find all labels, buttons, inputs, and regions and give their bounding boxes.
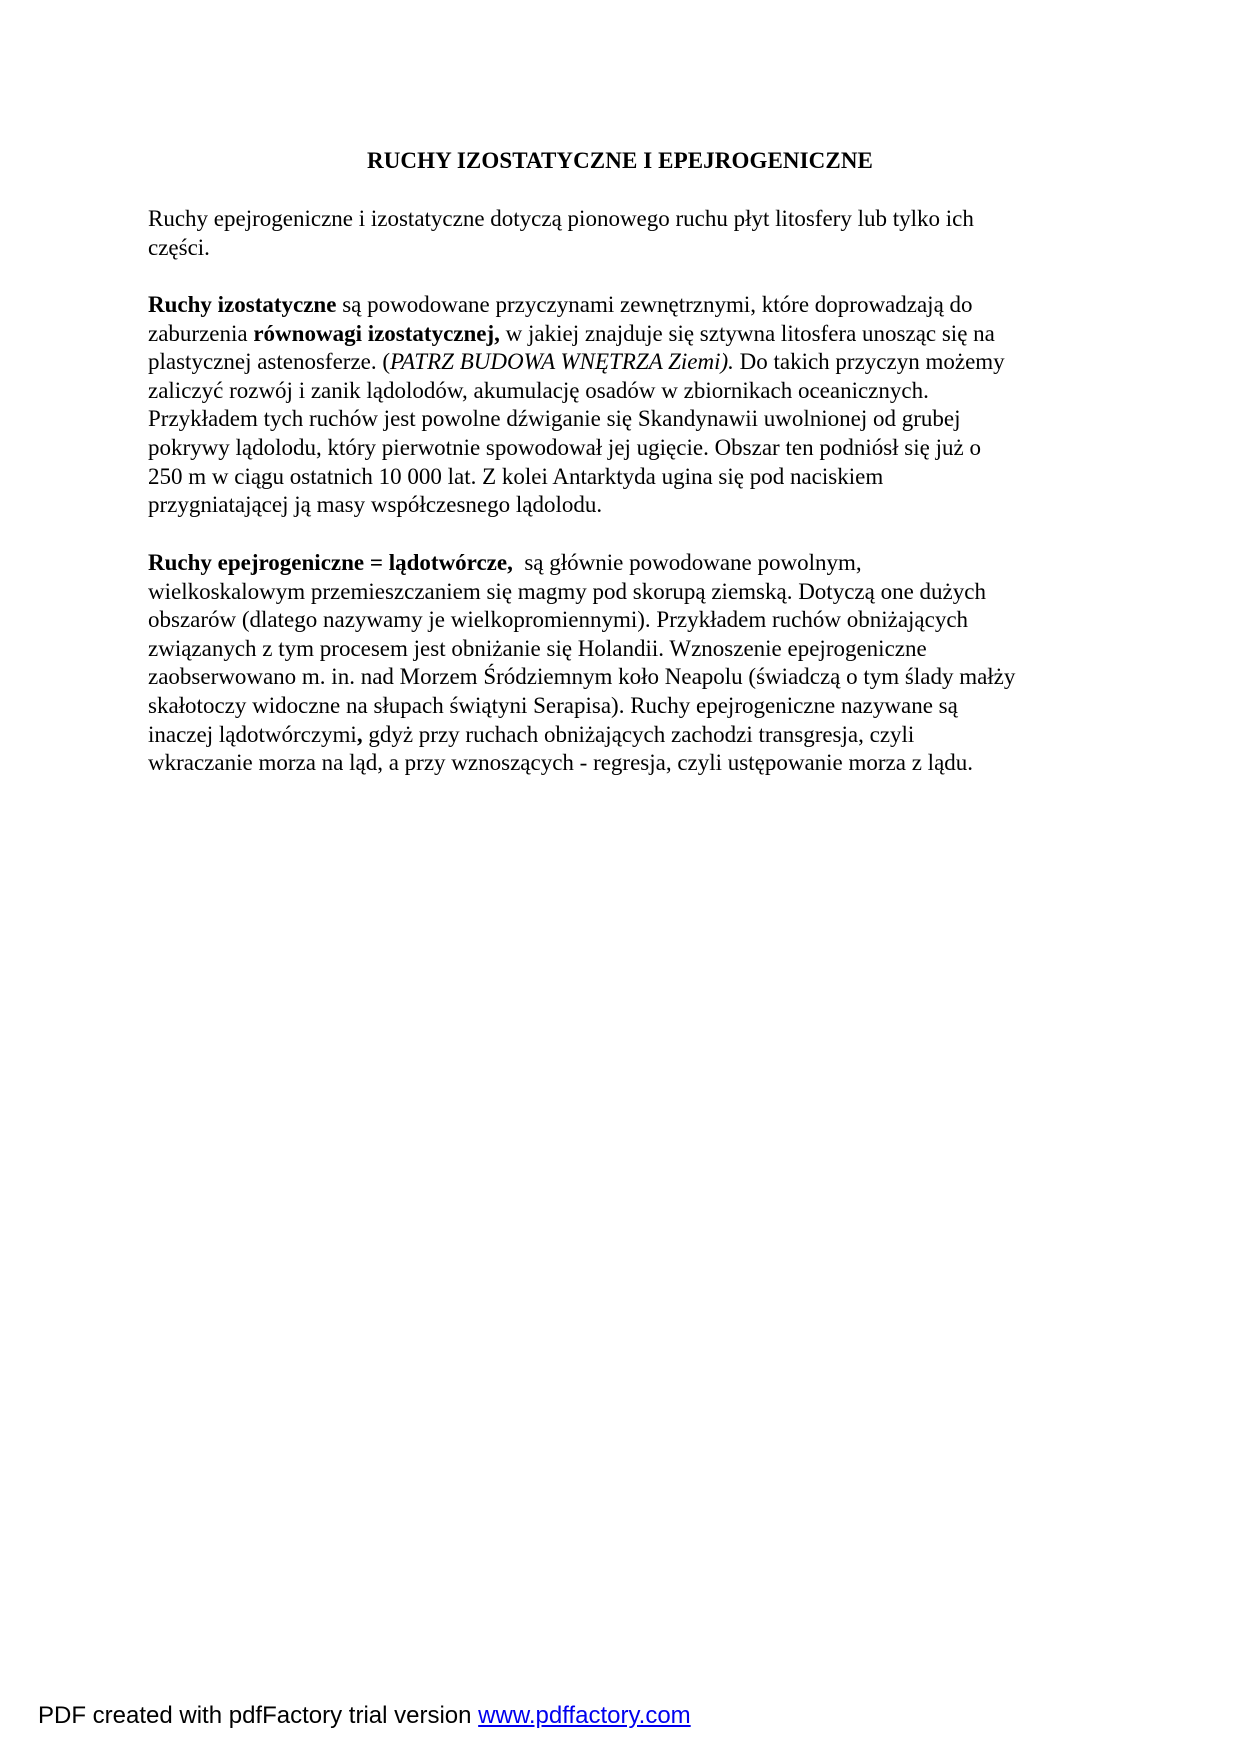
paragraph-line: skałotoczy widoczne na słupach świątyni Serapisa). Ruchy epejrogeniczne nazywane są bbox=[148, 692, 958, 718]
intro-paragraph bbox=[148, 205, 1092, 262]
pdf-watermark-footer bbox=[38, 1702, 691, 1730]
paragraph-line: inaczej lądotwórczymi, gdyż przy ruchach obniżających zachodzi transgresja, czyli bbox=[148, 721, 915, 747]
paragraph-line: pokrywy lądolodu, który pierwotnie spowodował jej ugięcie. Obszar ten podniósł się już o bbox=[148, 434, 981, 460]
paragraph-line: Przykładem tych ruchów jest powolne dźwiganie się Skandynawii uwolnionej od grubej bbox=[148, 406, 961, 432]
paragraph-line: zaobserwowano m. in. nad Morzem Śródziemnym koło Neapolu (świadczą o tym ślady małży bbox=[148, 664, 1016, 690]
cross-reference: PATRZ BUDOWA WNĘTRZA Ziemi). bbox=[390, 349, 734, 375]
term-isostatic: Ruchy izostatyczne bbox=[148, 292, 337, 317]
pdffactory-link[interactable]: www.pdffactory.com bbox=[478, 1702, 691, 1729]
intro-line: części. bbox=[148, 234, 210, 260]
term-epeirogenic: Ruchy epejrogeniczne = lądotwórcze, bbox=[148, 550, 513, 575]
isostatic-paragraph bbox=[148, 291, 1092, 520]
paragraph-line: związanych z tym procesem jest obniżanie się Holandii. Wznoszenie epejrogeniczne bbox=[148, 635, 927, 661]
epeirogenic-paragraph bbox=[148, 549, 1092, 778]
paragraph-line: Ruchy izostatyczne są powodowane przyczynami zewnętrznymi, które doprowadzają do bbox=[148, 292, 973, 317]
paragraph-line: 250 m w ciągu ostatnich 10 000 lat. Z kolei Antarktyda ugina się pod naciskiem bbox=[148, 463, 884, 489]
document-title: RUCHY IZOSTATYCZNE I EPEJROGENICZNE bbox=[367, 148, 873, 173]
paragraph-line: Ruchy epejrogeniczne = lądotwórcze, są głównie powodowane powolnym, bbox=[148, 550, 862, 575]
paragraph-line: obszarów (dlatego nazywamy je wielkopromiennymi). Przykładem ruchów obniżających bbox=[148, 607, 969, 633]
paragraph-line: wkraczanie morza na ląd, a przy wznoszących - regresja, czyli ustępowanie morza z lądu. bbox=[148, 750, 974, 776]
paragraph-line: przygniatającej ją masy współczesnego lądolodu. bbox=[148, 492, 603, 518]
term-equilibrium: równowagi izostatycznej, bbox=[253, 320, 500, 346]
paragraph-line: plastycznej astenosferze. (PATRZ BUDOWA WNĘTRZA Ziemi). Do takich przyczyn możemy bbox=[148, 349, 1005, 375]
intro-line: Ruchy epejrogeniczne i izostatyczne dotyczą pionowego ruchu płyt litosfery lub tylko ich bbox=[148, 206, 974, 231]
paragraph-line: zaliczyć rozwój i zanik lądolodów, akumulację osadów w zbiornikach oceanicznych. bbox=[148, 377, 929, 403]
paragraph-line: zaburzenia równowagi izostatycznej, w jakiej znajduje się sztywna litosfera unosząc się na bbox=[148, 320, 995, 346]
paragraph-line: wielkoskalowym przemieszczaniem się magmy pod skorupą ziemską. Dotyczą one dużych bbox=[148, 578, 986, 604]
footer-text: PDF created with pdfFactory trial version bbox=[38, 1702, 479, 1729]
